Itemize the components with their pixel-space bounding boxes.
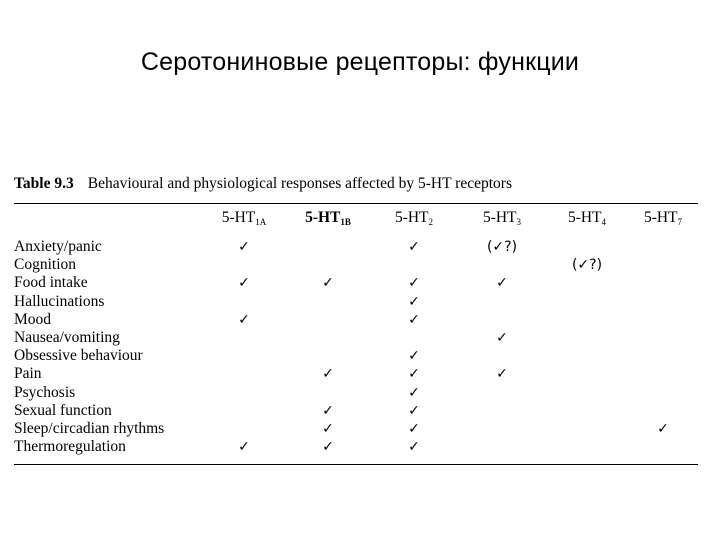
table-cell bbox=[546, 347, 628, 365]
row-label: Obsessive behaviour bbox=[14, 347, 143, 365]
table-cell: ✓ bbox=[408, 311, 420, 328]
table-cell: ✓ bbox=[496, 330, 508, 347]
table-row bbox=[14, 232, 698, 256]
table-row bbox=[14, 293, 698, 311]
table-cell bbox=[546, 402, 628, 420]
row-label: Hallucinations bbox=[14, 292, 105, 310]
table-cell bbox=[546, 274, 628, 292]
table-cell: ✓ bbox=[408, 293, 420, 310]
table-row bbox=[14, 365, 698, 383]
table-cell bbox=[628, 402, 698, 420]
table-cell bbox=[202, 256, 286, 274]
table-cell bbox=[370, 329, 458, 347]
table-cell bbox=[546, 438, 628, 456]
table-cell bbox=[628, 329, 698, 347]
table-caption-text: Behavioural and physiological responses affected by 5-HT receptors bbox=[87, 175, 512, 192]
table-cell: ✓ bbox=[408, 421, 420, 438]
header-5ht1a bbox=[202, 204, 286, 232]
header-base: 5-HT bbox=[482, 209, 517, 226]
table-cell: ✓ bbox=[408, 402, 420, 419]
row-label: Nausea/vomiting bbox=[14, 329, 120, 347]
table-cell bbox=[370, 256, 458, 274]
table-cell bbox=[458, 420, 546, 438]
header-base: 5-HT bbox=[305, 209, 341, 226]
table-cell bbox=[202, 420, 286, 438]
table-cell bbox=[546, 329, 628, 347]
header-base: 5-HT bbox=[567, 209, 602, 226]
table-cell: ✓ bbox=[408, 439, 420, 456]
header-sub: 3 bbox=[516, 217, 522, 227]
table-figure bbox=[14, 173, 698, 465]
table-cell: ✓ bbox=[408, 366, 420, 383]
table-cell: ✓ bbox=[408, 384, 420, 401]
table-cell bbox=[546, 365, 628, 383]
table-cell: ✓ bbox=[496, 275, 508, 292]
table-cell: (✓?) bbox=[571, 257, 603, 274]
row-label: Anxiety/panic bbox=[14, 238, 102, 255]
table-cell bbox=[202, 293, 286, 311]
table-row bbox=[14, 274, 698, 292]
table-cell bbox=[286, 311, 370, 329]
table-bottom-rule bbox=[14, 464, 698, 465]
table-cell bbox=[546, 293, 628, 311]
header-base: 5-HT bbox=[643, 209, 678, 226]
table-cell bbox=[546, 311, 628, 329]
row-label: Food intake bbox=[14, 274, 88, 292]
table-cell: ✓ bbox=[408, 275, 420, 292]
table-cell: ✓ bbox=[322, 366, 334, 383]
table-cell bbox=[546, 232, 628, 256]
table-cell bbox=[628, 438, 698, 456]
table-cell bbox=[628, 274, 698, 292]
table-row bbox=[14, 420, 698, 438]
table-row bbox=[14, 384, 698, 402]
row-label: Sleep/circadian rhythms bbox=[14, 420, 165, 438]
table-row bbox=[14, 347, 698, 365]
table-cell: ✓ bbox=[657, 421, 669, 438]
header-5ht4 bbox=[546, 204, 628, 232]
table-cell bbox=[202, 402, 286, 420]
header-sub: 4 bbox=[601, 217, 607, 227]
table-cell: ✓ bbox=[322, 421, 334, 438]
header-sub: 7 bbox=[677, 217, 683, 227]
table-cell bbox=[458, 293, 546, 311]
row-label: Cognition bbox=[14, 256, 77, 274]
table-cell bbox=[286, 293, 370, 311]
table-cell: ✓ bbox=[408, 348, 420, 365]
row-label: Sexual function bbox=[14, 401, 112, 419]
table-cell: ✓ bbox=[322, 439, 334, 456]
header-5ht2 bbox=[370, 204, 458, 232]
table-cell: ✓ bbox=[496, 366, 508, 383]
table-cell: ✓ bbox=[238, 239, 250, 255]
table-row bbox=[14, 329, 698, 347]
row-label: Psychosis bbox=[14, 383, 76, 401]
table-row bbox=[14, 311, 698, 329]
table-cell bbox=[458, 311, 546, 329]
table-caption bbox=[14, 173, 698, 195]
table-cell: ✓ bbox=[238, 439, 250, 456]
table-cell bbox=[458, 256, 546, 274]
table-cell bbox=[546, 420, 628, 438]
header-base: 5-HT bbox=[221, 209, 256, 226]
header-sub: 1B bbox=[340, 217, 351, 227]
receptor-table bbox=[14, 204, 698, 456]
table-cell: ✓ bbox=[238, 311, 250, 328]
table-cell bbox=[546, 384, 628, 402]
table-cell bbox=[628, 384, 698, 402]
table-cell bbox=[628, 293, 698, 311]
table-cell: ✓ bbox=[238, 275, 250, 292]
header-5ht3 bbox=[458, 204, 546, 232]
table-cell bbox=[286, 329, 370, 347]
table-cell bbox=[628, 256, 698, 274]
header-5ht7 bbox=[628, 204, 698, 232]
table-body bbox=[14, 232, 698, 456]
table-caption-label: Table 9.3 bbox=[14, 175, 74, 192]
row-label: Thermoregulation bbox=[14, 438, 126, 456]
table-header-row bbox=[14, 204, 698, 232]
table-cell: ✓ bbox=[322, 275, 334, 292]
table-cell bbox=[286, 256, 370, 274]
table-row bbox=[14, 402, 698, 420]
table-cell bbox=[458, 347, 546, 365]
table-cell bbox=[202, 365, 286, 383]
row-label: Pain bbox=[14, 365, 42, 383]
table-cell bbox=[202, 384, 286, 402]
table-cell: ✓ bbox=[322, 402, 334, 419]
table-cell: ✓ bbox=[408, 239, 420, 255]
table-cell bbox=[286, 232, 370, 256]
header-base: 5-HT bbox=[394, 209, 429, 226]
header-empty bbox=[14, 204, 202, 232]
table-cell bbox=[458, 402, 546, 420]
header-sub: 1A bbox=[255, 217, 267, 227]
table-cell bbox=[458, 438, 546, 456]
table-cell: (✓?) bbox=[486, 239, 518, 255]
table-cell bbox=[628, 232, 698, 256]
table-cell bbox=[628, 311, 698, 329]
slide-title: Серотониновые рецепторы: функции bbox=[140, 48, 580, 76]
table-cell bbox=[286, 384, 370, 402]
row-label: Mood bbox=[14, 310, 52, 328]
table-cell bbox=[202, 329, 286, 347]
table-cell bbox=[202, 347, 286, 365]
header-sub: 2 bbox=[428, 217, 434, 227]
table-cell bbox=[628, 365, 698, 383]
table-row bbox=[14, 438, 698, 456]
table-cell bbox=[628, 347, 698, 365]
table-cell bbox=[286, 347, 370, 365]
header-5ht1b bbox=[286, 204, 370, 232]
table-cell bbox=[458, 384, 546, 402]
table-row bbox=[14, 256, 698, 274]
